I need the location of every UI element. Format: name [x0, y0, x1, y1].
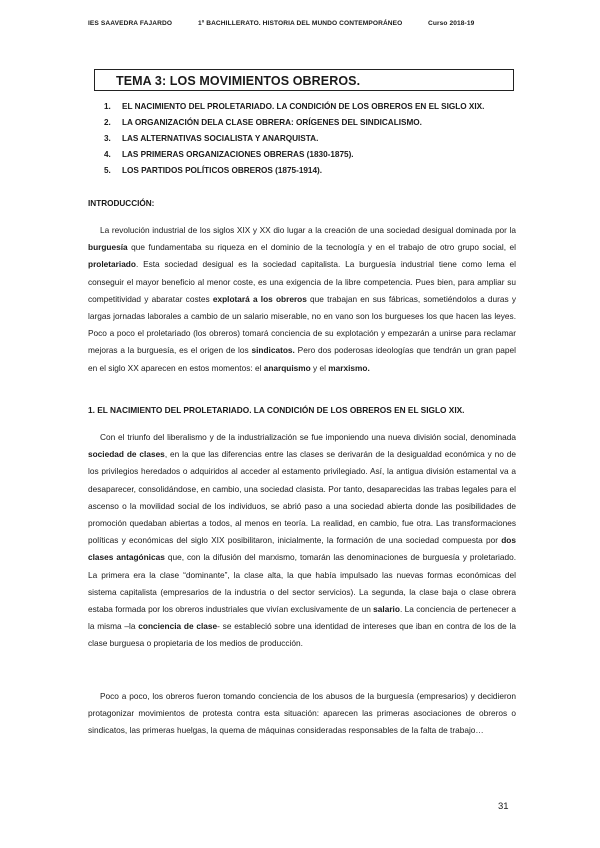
text-run: y el — [310, 362, 329, 373]
text-run: Con el triunfo del liberalismo y de la industrialización se fue imponiendo una nueva división social, denominada — [100, 432, 516, 442]
bold-term: marxismo. — [328, 362, 370, 373]
text-run: . Esta sociedad desigual es la sociedad capitalista. La burguesía industrial tiene como lema el conseguir el mayor beneficio al menor coste, es una exigencia de la libre competencia. Pues bien, para ampliar su competitividad y abaratar costes — [88, 259, 516, 304]
toc-item — [100, 116, 520, 129]
text-run: que, con la difusión del marxismo, tomarán las denominaciones de burguesía y proletariado. La primera era la clase “dominante”, la clase alta, la que había impulsado las nuevas formas económicas del sistema capitalista (empresarios de la industria o del sector servicios). La segunda, la clase baja o clase obrera estaba formada por los obreros industriales que vivían exclusivamente de un — [88, 552, 516, 615]
topic-title: TEMA 3: LOS MOVIMIENTOS OBREROS. — [116, 74, 361, 88]
toc-item — [100, 148, 520, 161]
section-1-paragraph — [88, 429, 516, 653]
bold-term: conciencia de clase — [138, 621, 218, 632]
text-run: - se estableció sobre una identidad de intereses que iban en contra de los de la clase burguesa o propietaria de los medios de producción. — [88, 621, 517, 649]
topic-title-box — [94, 69, 514, 91]
toc-item-text: EL NACIMIENTO DEL PROLETARIADO. LA CONDICIÓN DE LOS OBREROS EN EL SIGLO XIX. — [122, 102, 485, 111]
text-run: que trabajan en sus fábricas, sometiéndolos a duras y largas jornadas laborales a cambio de un salario miserable, no en vano son los burgueses los que hacen las leyes. Poco a poco el proletariado (los obreros) tomará conciencia de su explotación y empezarán a unirse para reclamar mejoras a la burguesía, es el origen de los — [88, 293, 516, 356]
bold-term: salario — [373, 604, 400, 615]
text-run: Pero dos poderosas ideologías que tendrán un gran papel en el siglo XX aparecen en estos momentos: el — [88, 345, 516, 373]
header-course: 1º BACHILLERATO. HISTORIA DEL MUNDO CONTEMPORÁNEO — [198, 20, 403, 27]
bold-term: burguesía — [88, 242, 128, 253]
table-of-contents — [100, 100, 520, 180]
intro-paragraph — [88, 222, 516, 377]
toc-item-text: LAS PRIMERAS ORGANIZACIONES OBRERAS (1830-1875). — [122, 150, 354, 159]
bold-term: sindicatos. — [251, 345, 295, 356]
section-1-heading: 1. EL NACIMIENTO DEL PROLETARIADO. LA CONDICIÓN DE LOS OBREROS EN EL SIGLO XIX. — [88, 405, 465, 415]
toc-item — [100, 132, 520, 145]
text-run: que fundamentaba su riqueza en el dominio de la tecnología y en el trabajo de otro grupo social, el — [127, 242, 516, 253]
toc-item-number: 1. — [104, 102, 111, 111]
header-school: IES SAAVEDRA FAJARDO — [88, 20, 173, 27]
section-1-paragraph-2: Poco a poco, los obreros fueron tomando conciencia de los abusos de la burguesía (empresarios) y decidieron protagonizar movimientos de protesta contra esta situación: aparecen las primeras asociaciones de obreros o sindicatos, las primeras huelgas, la quema de máquinas consideradas responsables de la falta de trabajo… — [88, 691, 516, 736]
bold-term: proletariado — [88, 259, 136, 270]
toc-item-text: LOS PARTIDOS POLÍTICOS OBREROS (1875-1914). — [122, 166, 323, 175]
bold-term: anarquismo — [263, 362, 311, 373]
toc-item-text: LAS ALTERNATIVAS SOCIALISTA Y ANARQUISTA. — [122, 134, 319, 143]
toc-item-number: 5. — [104, 166, 111, 175]
text-run: . La conciencia de pertenecer a la misma –la — [88, 604, 516, 632]
bold-term: explotará a los obreros — [212, 293, 307, 304]
toc-item-number: 3. — [104, 134, 111, 143]
header-year: Curso 2018-19 — [428, 20, 475, 27]
bold-term: sociedad de clases — [88, 449, 165, 460]
bold-term: dos clases antagónicas — [88, 535, 516, 563]
text-run: , en la que las diferencias entre las clases se derivarán de la desigualdad económica y no de los privilegios heredados o adquiridos al acceder al estamento privilegiado. Así, la antigua división estamental va a desaparecer, consolidándose, en cambio, una sociedad clasista. Por tanto, desaparecidas las trabas legales para el ascenso o la movilidad social de los individuos, se abrió paso a una sociedad abierta donde las posibilidades de promoción quedaban abiertas a todos, al menos en teoría. La realidad, en cambio, fue otra. Las transformaciones políticas y económicas del siglo XIX posibilitaron, inicialmente, la formación de una sociedad compuesta por — [88, 449, 516, 546]
toc-item-text: LA ORGANIZACIÓN DELA CLASE OBRERA: ORÍGENES DEL SINDICALISMO. — [122, 118, 422, 127]
toc-item-number: 2. — [104, 118, 111, 127]
page-number: 31 — [498, 801, 509, 812]
toc-item — [100, 164, 520, 177]
text-run: La revolución industrial de los siglos XIX y XX dio lugar a la creación de una sociedad desigual dominada por la — [100, 225, 516, 235]
intro-heading: INTRODUCCIÓN: — [88, 199, 155, 208]
toc-item-number: 4. — [104, 150, 111, 159]
toc-item — [100, 100, 520, 113]
